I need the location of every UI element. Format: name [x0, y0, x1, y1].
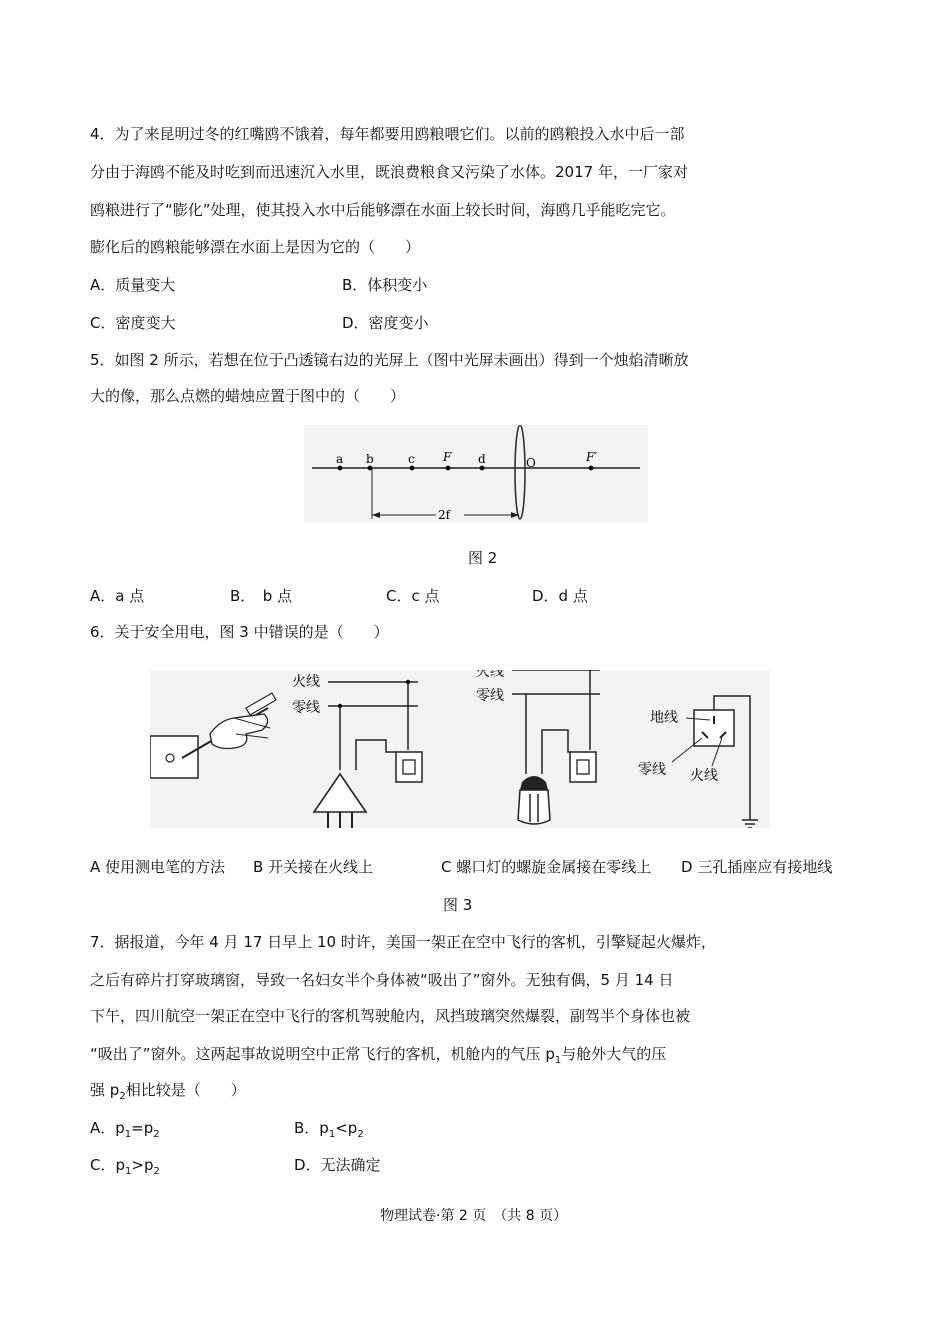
- label-ground-wire: 地线: [650, 710, 678, 726]
- point-f-prime-dot: [589, 466, 594, 471]
- lens-diagram-svg: [304, 425, 648, 523]
- label-live-wire-1: 火线: [292, 674, 320, 690]
- point-d-dot: [480, 466, 485, 471]
- figure-3-safety-diagrams: [150, 670, 770, 828]
- point-c-dot: [410, 466, 415, 471]
- panel-c-screw-lamp: [476, 670, 600, 824]
- q5-option-b: B． b 点: [230, 587, 293, 605]
- point-c-label: c: [408, 452, 415, 466]
- point-o-label: O: [526, 456, 536, 470]
- q7-line-4-start: “吸出了”窗外。这两起事故说明空中正常飞行的客机，机舱内的气压: [90, 1045, 546, 1063]
- distance-arrow-left: [372, 512, 380, 518]
- distance-2f-label: 2f: [438, 508, 451, 522]
- p1-symbol: $p_1$: [545, 1045, 562, 1066]
- point-d-label: d: [478, 452, 486, 466]
- point-f-label: F: [443, 450, 452, 464]
- q6-line-1: 6．关于安全用电，图 3 中错误的是（ ）: [90, 623, 389, 641]
- q4-option-b: B．体积变小: [342, 276, 428, 294]
- q7-option-c: C．$p_1>p_2$: [90, 1156, 160, 1177]
- q7-option-b: B．$p_1<p_2$: [294, 1119, 364, 1140]
- q4-line-2: 分由于海鸥不能及时吃到而迅速沉入水里，既浪费粮食又污染了水体。2017 年，一厂家对: [90, 163, 688, 181]
- q7-option-a: A．$p_1=p_2$: [90, 1119, 160, 1140]
- q7-line-2: 之后有碎片打穿玻璃窗，导致一名妇女半个身体被“吸出了”窗外。无独有偶，5 月 14 日: [90, 971, 674, 989]
- q6-option-c: C 螺口灯的螺旋金属接在零线上: [441, 858, 652, 876]
- q5-line-2: 大的像，那么点燃的蜡烛应置于图中的（ ）: [90, 387, 406, 405]
- q7-line-5-start: 强: [90, 1081, 110, 1099]
- q5-option-a: A．a 点: [90, 587, 145, 605]
- q6-option-d: D 三孔插座应有接地线: [681, 858, 833, 876]
- q4-option-d: D．密度变小: [342, 314, 429, 332]
- q4-line-4: 膨化后的鸥粮能够漂在水面上是因为它的（ ）: [90, 238, 421, 256]
- q7-line-4: [90, 1044, 666, 1064]
- q7-line-4-end: 与舱外大气的压: [561, 1045, 667, 1063]
- label-live-wire-3: 火线: [690, 768, 718, 784]
- q6-option-b: B 开关接在火线上: [253, 858, 374, 876]
- q4-line-1: 4．为了来昆明过冬的红嘴鸥不饿着，每年都要用鸥粮喂它们。以前的鸥粮投入水中后一部: [90, 125, 685, 143]
- q7-line-1: 7．据报道，今年 4 月 17 日早上 10 时许，美国一架正在空中飞行的客机，引擎疑起火爆炸，: [90, 933, 716, 951]
- q7-line-5: [90, 1080, 246, 1100]
- q4-option-c: C．密度变大: [90, 314, 176, 332]
- point-f-prime-label: F′: [586, 450, 598, 464]
- safety-diagrams-svg: [150, 670, 770, 828]
- label-live-wire-2: 火线: [476, 670, 504, 680]
- q7-line-5-end: 相比较是（ ）: [125, 1081, 246, 1099]
- point-b-label: b: [366, 452, 374, 466]
- q5-line-1: 5．如图 2 所示，若想在位于凸透镜右边的光屏上（图中光屏未画出）得到一个烛焰清晰放: [90, 351, 689, 369]
- panel-b-switch-circuit: [292, 673, 422, 828]
- label-neutral-wire-3: 零线: [638, 762, 666, 778]
- q7-option-d: D．无法确定: [294, 1156, 381, 1174]
- panel-a-test-pen: [150, 693, 276, 778]
- q5-option-c: C．c 点: [386, 587, 440, 605]
- page-footer: 物理试卷·第 2 页 （共 8 页）: [380, 1208, 568, 1224]
- figure-2-lens-diagram: [304, 425, 648, 523]
- point-f-dot: [446, 466, 451, 471]
- q4-option-a: A．质量变大: [90, 276, 176, 294]
- label-neutral-wire-2: 零线: [476, 688, 504, 704]
- label-neutral-wire-1: 零线: [292, 700, 320, 716]
- p2-symbol: $p_2$: [109, 1081, 126, 1102]
- q6-option-a: A 使用测电笔的方法: [90, 858, 226, 876]
- q4-line-3: 鸥粮进行了“膨化”处理，使其投入水中后能够漂在水面上较长时间，海鸥几乎能吃完它。: [90, 201, 676, 219]
- convex-lens: [515, 425, 525, 519]
- panel-d-three-hole-socket: [638, 696, 758, 828]
- figure-2-caption: 图 2: [468, 549, 498, 567]
- q7-line-3: 下午，四川航空一架正在空中飞行的客机驾驶舱内，风挡玻璃突然爆裂，副驾半个身体也被: [90, 1007, 691, 1025]
- figure-3-caption: 图 3: [443, 896, 473, 914]
- point-a-label: a: [336, 452, 344, 466]
- point-a-dot: [338, 466, 343, 471]
- q5-option-d: D．d 点: [532, 587, 588, 605]
